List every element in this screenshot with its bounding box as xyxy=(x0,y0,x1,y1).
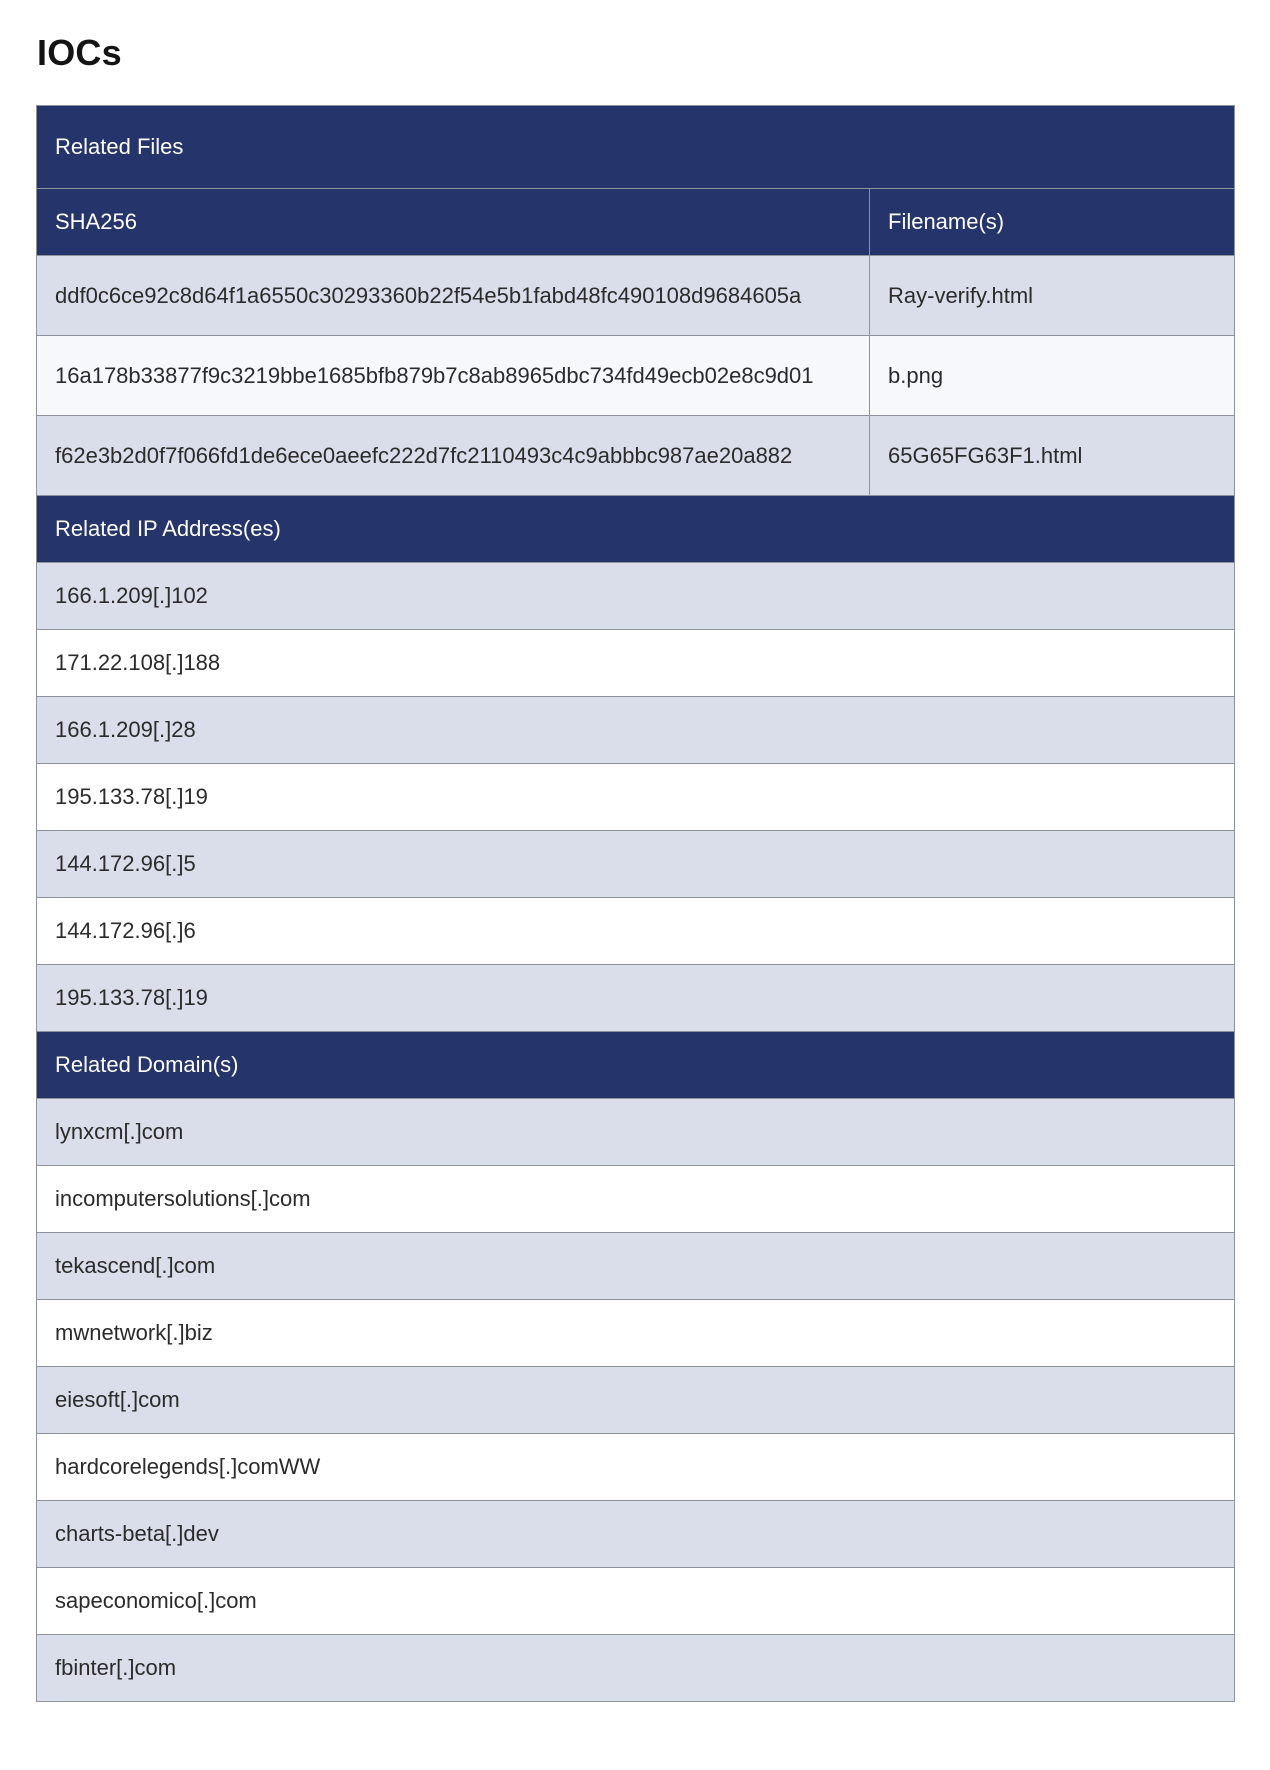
ip-row xyxy=(37,630,1235,697)
ip-section-title: Related IP Address(es) xyxy=(37,496,1235,563)
sha256-column-header: SHA256 xyxy=(37,189,870,256)
file-name: Ray-verify.html xyxy=(870,256,1235,336)
ip-row xyxy=(37,764,1235,831)
file-row xyxy=(37,416,1235,496)
ip-address: 166.1.209[.]28 xyxy=(37,697,1235,764)
domain: hardcorelegends[.]comWW xyxy=(37,1434,1235,1501)
ip-address: 171.22.108[.]188 xyxy=(37,630,1235,697)
domain: tekascend[.]com xyxy=(37,1233,1235,1300)
ip-address: 195.133.78[.]19 xyxy=(37,764,1235,831)
ip-row xyxy=(37,831,1235,898)
file-name: 65G65FG63F1.html xyxy=(870,416,1235,496)
ip-row xyxy=(37,563,1235,630)
filename-column-header: Filename(s) xyxy=(870,189,1235,256)
ip-row xyxy=(37,898,1235,965)
files-section-title: Related Files xyxy=(37,106,1235,189)
domain-section-title: Related Domain(s) xyxy=(37,1032,1235,1099)
file-row xyxy=(37,256,1235,336)
domain: lynxcm[.]com xyxy=(37,1099,1235,1166)
domain-row xyxy=(37,1166,1235,1233)
file-row xyxy=(37,336,1235,416)
domain-row xyxy=(37,1367,1235,1434)
ip-address: 166.1.209[.]102 xyxy=(37,563,1235,630)
domain: sapeconomico[.]com xyxy=(37,1568,1235,1635)
domain-row xyxy=(37,1434,1235,1501)
domain-row xyxy=(37,1501,1235,1568)
domain-row xyxy=(37,1300,1235,1367)
file-name: b.png xyxy=(870,336,1235,416)
ip-row xyxy=(37,697,1235,764)
ip-row xyxy=(37,965,1235,1032)
files-column-header-row xyxy=(37,189,1235,256)
domain-row xyxy=(37,1568,1235,1635)
domain-row xyxy=(37,1099,1235,1166)
ioc-table xyxy=(36,105,1235,1702)
domain-row xyxy=(37,1233,1235,1300)
ip-address: 144.172.96[.]6 xyxy=(37,898,1235,965)
domain-section-header xyxy=(37,1032,1235,1099)
domain-row xyxy=(37,1635,1235,1702)
ip-address: 144.172.96[.]5 xyxy=(37,831,1235,898)
domain: mwnetwork[.]biz xyxy=(37,1300,1235,1367)
domain: fbinter[.]com xyxy=(37,1635,1235,1702)
files-section-header xyxy=(37,106,1235,189)
domain: eiesoft[.]com xyxy=(37,1367,1235,1434)
file-hash: 16a178b33877f9c3219bbe1685bfb879b7c8ab8965dbc734fd49ecb02e8c9d01 xyxy=(37,336,870,416)
ip-address: 195.133.78[.]19 xyxy=(37,965,1235,1032)
ip-section-header xyxy=(37,496,1235,563)
page-title: IOCs xyxy=(37,32,122,73)
file-hash: ddf0c6ce92c8d64f1a6550c30293360b22f54e5b1fabd48fc490108d9684605a xyxy=(37,256,870,336)
file-hash: f62e3b2d0f7f066fd1de6ece0aeefc222d7fc2110493c4c9abbbc987ae20a882 xyxy=(37,416,870,496)
domain: charts-beta[.]dev xyxy=(37,1501,1235,1568)
domain: incomputersolutions[.]com xyxy=(37,1166,1235,1233)
